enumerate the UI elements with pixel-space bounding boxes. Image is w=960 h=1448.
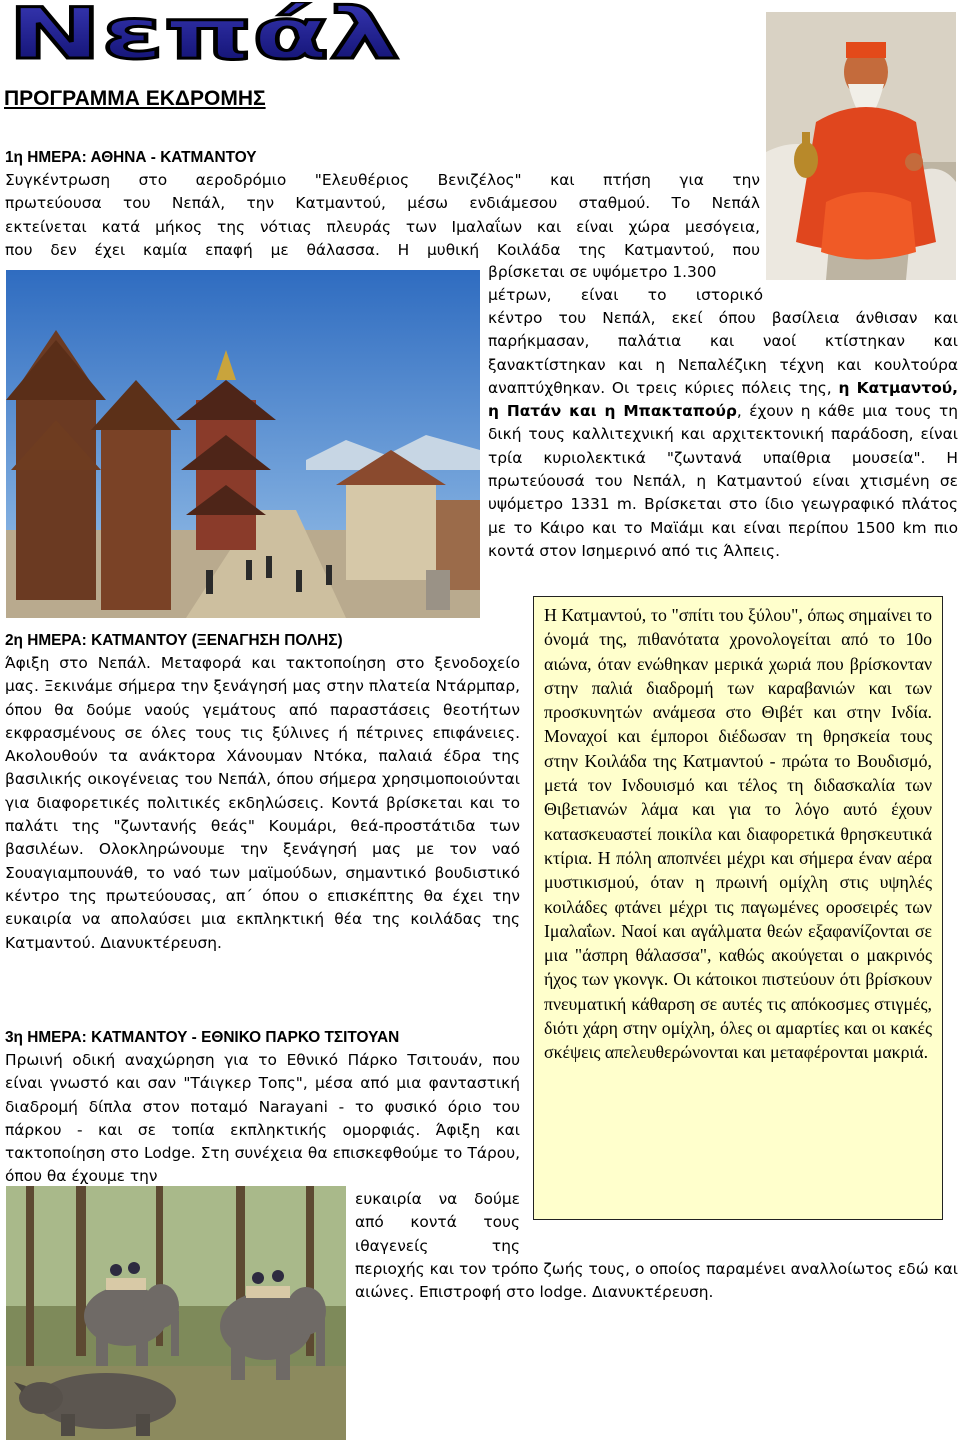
elephant-photo: [6, 1186, 346, 1440]
day1-line: Συγκέντρωση στο αεροδρόμιο "Ελευθέριος Βενιζέλος" και πτήση για την: [5, 171, 760, 189]
day3-text-continued: ευκαιρία να δούμε από κοντά τους ιθαγενείς της: [355, 1190, 520, 1255]
day3-text-final: περιοχής και τον τρόπο ζωής τους, ο οποίος παραμένει αναλλοίωτος εδώ και αιώνες. Επιστροφή στο lodge. Διανυκτέρευση.: [355, 1260, 958, 1302]
kathmandu-info-box: [533, 596, 943, 1220]
day1-line: βρίσκεται σε υψόμετρο 1.300: [488, 263, 717, 281]
day1-title: 1η ΗΜΕΡΑ: ΑΘΗΝΑ - ΚΑΤΜΑΝΤΟΥ: [5, 149, 257, 166]
temple-photo: [6, 270, 480, 618]
day1-line: εκτείνεται κατά μήκος της νότιας πλευράς των Ιμαλαΐων και είναι χώρα μεσόγεια,: [5, 217, 760, 236]
day2-section: [5, 629, 520, 955]
day1-line: που δεν έχει καμία επαφή με θάλασσα. Η μυθική Κοιλάδα της Κατμαντού, που: [5, 240, 760, 259]
info-box-text: Η Κατμαντού, το "σπίτι του ξύλου", όπως σημαίνει το όνομά της, πιθανότατα χρονολογείται από το 10ο αιώνα, όταν ενώθηκαν μερικά χωριά που βρίσκονταν στην παλιά διαδρομή των καραβανιών και των προσκυνητών ανάμεσα στο Θιβέτ και στην Ινδία. Μοναχοί και έμποροι διέδωσαν τη θρησκεία τους στην Κοιλάδα της Κατμαντού - πρώτα το Βουδισμό, μετά τον Ινδουισμό και τέλος τη διδασκαλία των Θιβετιανών λάμα και για το λόγο αυτό έχουν κατασκευαστεί ποικίλα και διαφορετικά θρησκευτικά κτίρια. Η πόλη αποπνέει μέχρι και σήμερα έναν αέρα μυστικισμού, όταν η πρωινή ομίχλη στις υψηλές κοιλάδες φτάνει μέχρι τις παγωμένες οροσειρές των Ιμαλαΐων. Ναοί και αγάλματα θεών εξαφανίζονται σε μια "άσπρη θάλασσα", καθώς ακούγεται ο μακρινός ήχος των γκονγκ. Οι κάτοικοι πιστεύουν ότι βρίσκουν πνευματική κάθαρση σε αυτές τις απόκοσμες στιγμές, διότι χάρη στην ομίχλη, όλες οι αμαρτίες και οι κακές σκέψεις απελευθερώνονται και μεταφέρονται μακριά.: [544, 605, 932, 1063]
sadhu-photo: [766, 12, 956, 280]
day1-line: μέτρων, είναι το ιστορικό: [488, 286, 763, 304]
svg-text:Νεπάλ: Νεπάλ: [8, 2, 400, 66]
day1-line: πρωτεύουσα του Νεπάλ, την Κατμαντού, μέσω ενδιάμεσου σταθμού. Το Νεπάλ: [5, 194, 760, 213]
program-title: ΠΡΟΓΡΑΜΜΑ ΕΚΔΡΟΜΗΣ: [4, 87, 266, 110]
day2-text: Άφιξη στο Νεπάλ. Μεταφορά και τακτοποίηση στο ξενοδοχείο μας. Ξεκινάμε σήμερα την ξενάγησή μας στην πλατεία Ντάρμπαρ, όπου θα δούμε ναούς γεμάτους από παραστάσεις θεοτήτων εκφρασμένους σε όλες τους τις ξύλινες ή πέτρινες επιφάνειες. Ακολουθούν τα ανάκτορα Χάνουμαν Ντόκα, παλαιά έδρα της βασιλικής οικογένειας του Νεπάλ, όπου σήμερα χρησιμοποιούνται για διαφορετικές πολιτικές εκδηλώσεις. Κοντά βρίσκεται και το παλάτι της "ζωντανής θεάς" Κουμάρι, θεά-προστάτιδα των βασιλέων. Ολοκληρώνουμε την ξενάγησή μας με τον ναό Σουαγιαμπουνάθ, το ναό των μαϊμούδων, σημαντικό βουδιστικό κέντρο της πρωτεύουσας, απ΄ όπου ο επισκέπτης θα έχει την ευκαιρία να απολαύσει μια εκπληκτική θέα της κοιλάδας της Κατμαντού. Διανυκτέρευση.: [5, 654, 520, 952]
day1-text-part: , έχουν η κάθε μια τους τη δική τους καλλιτεχνική και αρχιτεκτονική παράδοση, είναι τρία κυριολεκτικά "ζωντανά υπαίθρια μουσεία". Η πρωτεύουσά του Νεπάλ, η Κατμαντού είναι χτισμένη σε υψόμετρο 1331 m. Βρίσκεται στο ίδιο γεωγραφικό πλάτος με το Κάιρο και το Μαϊάμι και είναι περίπου 1500 km πιο κοντά στον Ισημερινό από τις Άλπεις.: [488, 402, 958, 560]
day3-text: Πρωινή οδική αναχώρηση για το Εθνικό Πάρκο Τσιτουάν, που είναι γνωστό και σαν "Τάιγκερ Τοπς", μέσα από μια φανταστική διαδρομή δίπλα στον ποταμό Narayani - το φυσικό όριο του πάρκου - και σε τοπία εκπληκτικής ομορφιάς. Άφιξη και τακτοποίηση στο Lodge. Στη συνέχεια θα επισκεφθούμε το Τάρου, όπου θα έχουμε την: [5, 1051, 520, 1186]
day1-cities: η Κατμαντού, η Πατάν και η Μπακταπούρ: [488, 378, 959, 421]
day1-text: [488, 307, 958, 563]
day3-title: 3η ΗΜΕΡΑ: ΚΑΤΜΑΝΤΟΥ - ΕΘΝΙΚΟ ΠΑΡΚΟ ΤΣΙΤΟΥΑΝ: [5, 1029, 400, 1046]
day1-section: [5, 146, 765, 262]
nepal-logo: [4, 2, 404, 66]
day1-text-part: κέντρο του Νεπάλ, εκεί όπου βασίλεια άνθισαν και παρήκμασαν, παλάτια και ναοί κτίστηκαν και ξανακτίστηκαν και η Νεπαλέζικη τέχνη και κουλτούρα αναπτύχθηκαν. Οι τρεις κύριες πόλεις της,: [488, 309, 958, 397]
day2-title: 2η ΗΜΕΡΑ: ΚΑΤΜΑΝΤΟΥ (ΞΕΝΑΓΗΣΗ ΠΟΛΗΣ): [5, 632, 343, 649]
day3-section: [5, 1026, 520, 1189]
